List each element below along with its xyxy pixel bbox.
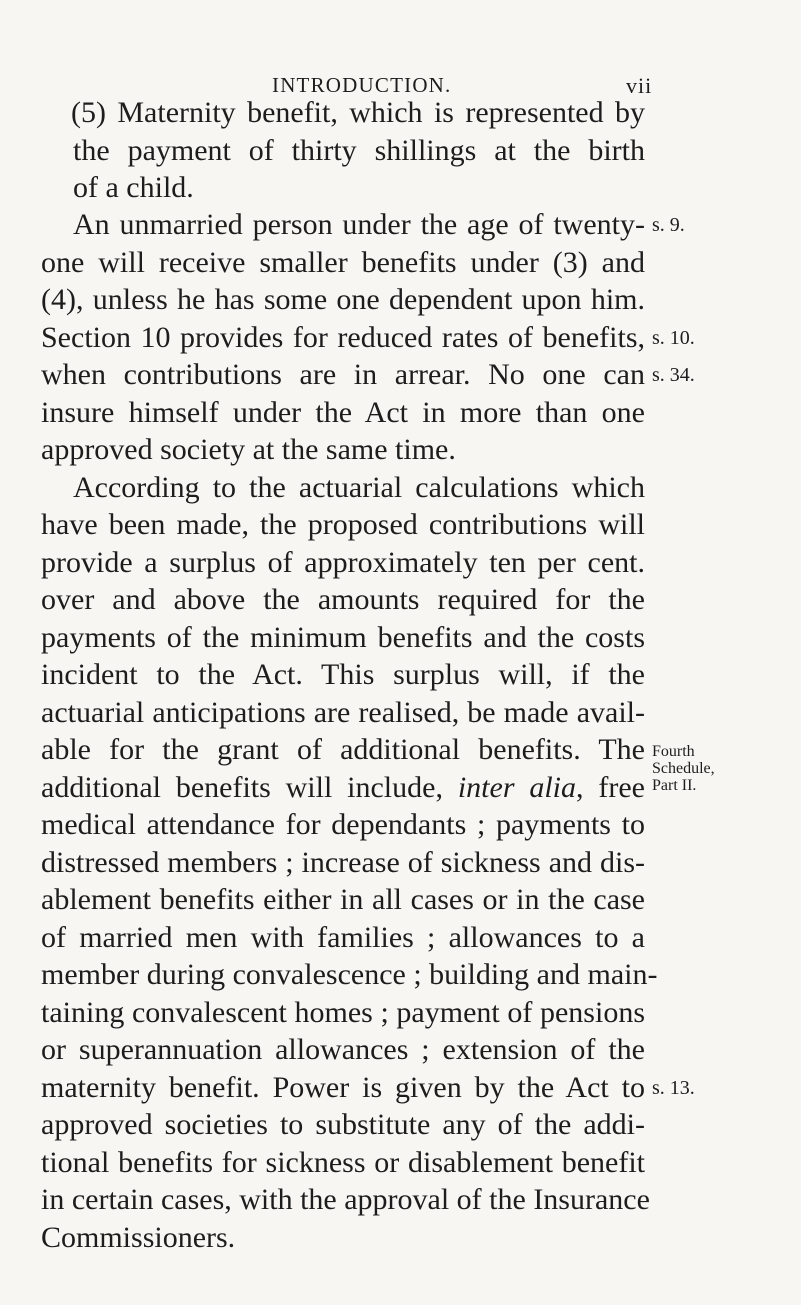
paragraph-line: ablement benefits either in all cases or in the case — [41, 883, 645, 916]
paragraph-line: medical attendance for dependants ; payments to — [41, 808, 645, 841]
paragraph-line: of a child. — [73, 171, 194, 204]
margin-note-s10: s. 10. — [652, 327, 695, 349]
paragraph-line — [41, 770, 645, 806]
margin-note-s9: s. 9. — [652, 214, 685, 236]
paragraph-line: (4), unless he has some one dependent upon him. — [41, 283, 645, 316]
paragraph-line: actuarial anticipations are realised, be made avail- — [41, 696, 645, 729]
margin-note-s13: s. 13. — [652, 1077, 695, 1099]
paragraph-line: incident to the Act. This surplus will, if the — [41, 658, 645, 691]
paragraph-line: tional benefits for sickness or disablement benefit — [41, 1146, 645, 1179]
paragraph-line: (5) Maternity benefit, which is represented by — [71, 96, 645, 129]
paragraph-line: provide a surplus of approximately ten per cent. — [41, 546, 645, 579]
paragraph-line: payments of the minimum benefits and the costs — [41, 621, 645, 654]
paragraph-line: of married men with families ; allowances to a — [41, 921, 645, 954]
paragraph-line: taining convalescent homes ; payment of pensions — [41, 996, 645, 1029]
margin-note-schedule: Schedule, — [652, 760, 715, 777]
italic-phrase: inter alia — [457, 771, 577, 804]
line-part-after: , free — [576, 771, 645, 804]
paragraph-line: member during convalescence ; building and main- — [41, 958, 658, 991]
paragraph-line: An unmarried person under the age of twenty- — [73, 208, 645, 241]
paragraph-line: approved society at the same time. — [41, 433, 456, 466]
paragraph-line: According to the actuarial calculations which — [73, 471, 645, 504]
running-head: INTRODUCTION. — [272, 73, 452, 97]
paragraph-line: have been made, the proposed contributions will — [41, 508, 645, 541]
page-number: vii — [626, 73, 653, 98]
paragraph-line: one will receive smaller benefits under (3) and — [41, 246, 645, 279]
line-part-before: additional benefits will include, — [41, 771, 458, 804]
paragraph-line: distressed members ; increase of sickness and dis- — [41, 846, 645, 879]
paragraph-line: in certain cases, with the approval of the Insurance — [41, 1183, 650, 1216]
paragraph-line: able for the grant of additional benefits. The — [41, 733, 645, 766]
margin-note-s34: s. 34. — [652, 364, 695, 386]
paragraph-line: when contributions are in arrear. No one can — [41, 358, 645, 391]
margin-note-part: Part II. — [652, 777, 697, 794]
margin-note-fourth: Fourth — [652, 743, 695, 760]
paragraph-line: Commissioners. — [41, 1221, 236, 1254]
paragraph-line: the payment of thirty shillings at the birth — [73, 134, 645, 167]
paragraph-line: maternity benefit. Power is given by the Act to — [41, 1071, 645, 1104]
paragraph-line: insure himself under the Act in more than one — [41, 396, 645, 429]
paragraph-line: Section 10 provides for reduced rates of benefits, — [41, 321, 645, 354]
paragraph-line: over and above the amounts required for the — [41, 583, 645, 616]
paragraph-line: or superannuation allowances ; extension of the — [41, 1033, 645, 1066]
paragraph-line: approved societies to substitute any of the addi- — [41, 1108, 645, 1141]
